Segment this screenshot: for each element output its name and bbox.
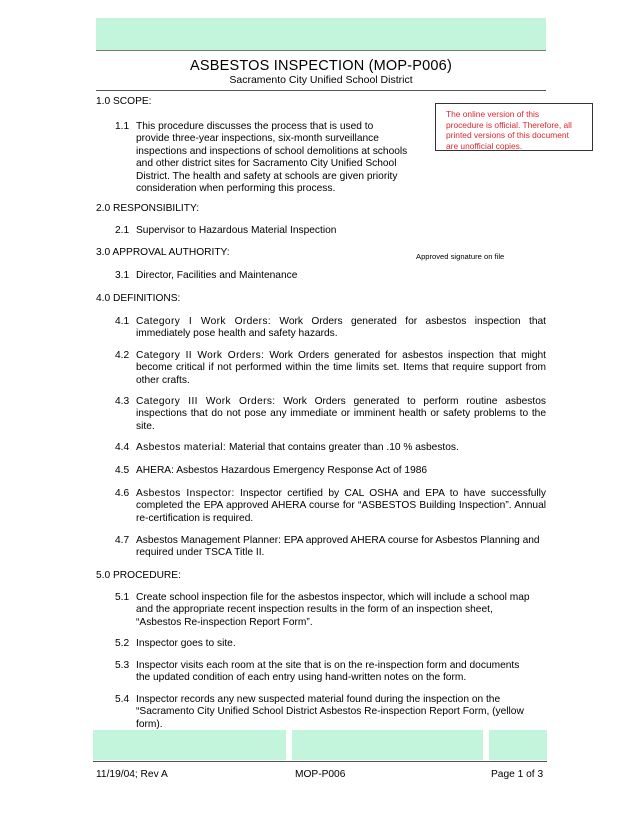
definition-text: Inspector certified by CAL OSHA and EPA to have successfully completed the EPA approved AHERA course for “ASBESTOS Building Inspection”. Annual re-certification is required. xyxy=(136,488,546,524)
definition-text: Material that contains greater than .10 % asbestos. xyxy=(226,442,459,453)
definition-item xyxy=(136,488,546,525)
section-heading-definitions: 4.0 DEFINITIONS: xyxy=(96,293,181,304)
text-line: consideration when performing this process. xyxy=(136,183,336,195)
text-line: Inspector goes to site. xyxy=(136,638,236,649)
text-line: inspections and inspections of school demolitions at schools xyxy=(136,145,408,157)
item-number: 4.3 xyxy=(115,396,130,407)
definition-term: Category II Work Orders: xyxy=(136,350,265,361)
text-line: and the appropriate recent inspection results in the form of an inspection sheet, xyxy=(136,604,493,616)
footer-date-revision: 11/19/04; Rev A xyxy=(96,769,168,780)
item-number: 4.6 xyxy=(115,488,130,499)
text-line: the updated condition of each entry using hand-written notes on the form. xyxy=(136,672,467,684)
notice-line: are unofficial copies. xyxy=(446,140,523,151)
definition-item xyxy=(136,535,546,560)
section-heading-approval: 3.0 APPROVAL AUTHORITY: xyxy=(96,247,230,258)
header-band xyxy=(96,18,546,51)
definition-item xyxy=(136,316,546,341)
footer-band-center xyxy=(292,730,483,760)
definition-item xyxy=(136,442,546,454)
text-line: form). xyxy=(136,718,163,730)
definition-text: Work Orders generated for asbestos inspection that might become critical if not performed within the time limits set. Items that require support from other crafts. xyxy=(136,350,547,386)
item-number: 4.5 xyxy=(115,465,130,476)
definition-term: Category I Work Orders: xyxy=(136,316,271,327)
official-version-notice xyxy=(435,103,593,151)
text-line: District. The health and safety at schools are given priority xyxy=(136,170,398,182)
item-number: 4.4 xyxy=(115,442,130,453)
procedure-item xyxy=(136,660,551,685)
footer-divider xyxy=(93,761,547,762)
definition-item xyxy=(136,350,546,387)
text-line: provide three-year inspections, six-month surveillance xyxy=(136,133,379,145)
text-line: “Sacramento City Unified School District Asbestos Re-inspection Report Form, (yellow xyxy=(136,706,524,718)
item-number: 4.1 xyxy=(115,316,130,327)
footer-page-number: Page 1 of 3 xyxy=(491,769,544,780)
definition-text: Work Orders generated to perform routine asbestos inspections that do not pose any immediate or imminent health or safety problems to the site. xyxy=(136,396,546,432)
procedure-item xyxy=(136,638,551,650)
responsibility-text: Supervisor to Hazardous Material Inspection xyxy=(136,225,337,236)
section-heading-responsibility: 2.0 RESPONSIBILITY: xyxy=(96,203,200,214)
section-heading-scope: 1.0 SCOPE: xyxy=(96,96,152,107)
page-subtitle: Sacramento City Unified School District xyxy=(229,74,413,86)
procedure-item xyxy=(136,694,551,731)
item-number: 4.7 xyxy=(115,535,130,546)
definition-text: Work Orders generated for asbestos inspection that immediately pose health and safety hazards. xyxy=(136,316,546,340)
item-number: 3.1 xyxy=(115,270,130,281)
definition-item xyxy=(136,396,546,433)
item-number: 1.1 xyxy=(115,121,130,132)
notice-line: The online version of this xyxy=(446,109,540,119)
footer-band-right xyxy=(489,730,547,760)
definition-term: Asbestos Inspector: xyxy=(136,488,235,499)
text-line: Inspector visits each room at the site that is on the re-inspection form and documents xyxy=(136,660,520,671)
page-title: ASBESTOS INSPECTION (MOP-P006) xyxy=(190,58,452,74)
text-line: Create school inspection file for the asbestos inspector, which will include a school map xyxy=(136,592,530,603)
text-line: “Asbestos Re-inspection Report Form”. xyxy=(136,616,313,628)
item-number: 5.2 xyxy=(115,638,130,649)
item-number: 5.3 xyxy=(115,660,130,671)
section-heading-procedure: 5.0 PROCEDURE: xyxy=(96,570,181,581)
definition-item xyxy=(136,465,546,477)
item-number: 5.4 xyxy=(115,694,130,705)
definition-term: AHERA: xyxy=(136,465,174,476)
item-number: 5.1 xyxy=(115,592,130,603)
definition-term: Asbestos Management Planner: xyxy=(136,535,281,546)
footer-band-left xyxy=(93,730,286,760)
procedure-item xyxy=(136,592,551,629)
definition-term: Asbestos material: xyxy=(136,442,227,453)
text-line: and other district sites for Sacramento City Unified School xyxy=(136,158,397,170)
item-number: 4.2 xyxy=(115,350,130,361)
definition-term: Category III Work Orders: xyxy=(136,396,276,407)
notice-line: procedure is official. Therefore, all xyxy=(446,119,572,130)
footer-document-id: MOP-P006 xyxy=(295,769,346,780)
notice-line: printed versions of this document xyxy=(446,130,569,141)
header-divider xyxy=(96,90,546,91)
item-number: 2.1 xyxy=(115,225,130,236)
text-line: Inspector records any new suspected material found during the inspection on the xyxy=(136,694,501,705)
text-line: This procedure discusses the process that is used to xyxy=(136,121,374,132)
approved-signature-note: Approved signature on file xyxy=(416,252,505,261)
definition-text: Asbestos Hazardous Emergency Response Act of 1986 xyxy=(173,465,428,476)
definition-text: EPA approved AHERA course for Asbestos Planning and required under TSCA Title II. xyxy=(136,535,540,559)
scope-text xyxy=(136,121,426,195)
approval-text: Director, Facilities and Maintenance xyxy=(136,270,298,281)
